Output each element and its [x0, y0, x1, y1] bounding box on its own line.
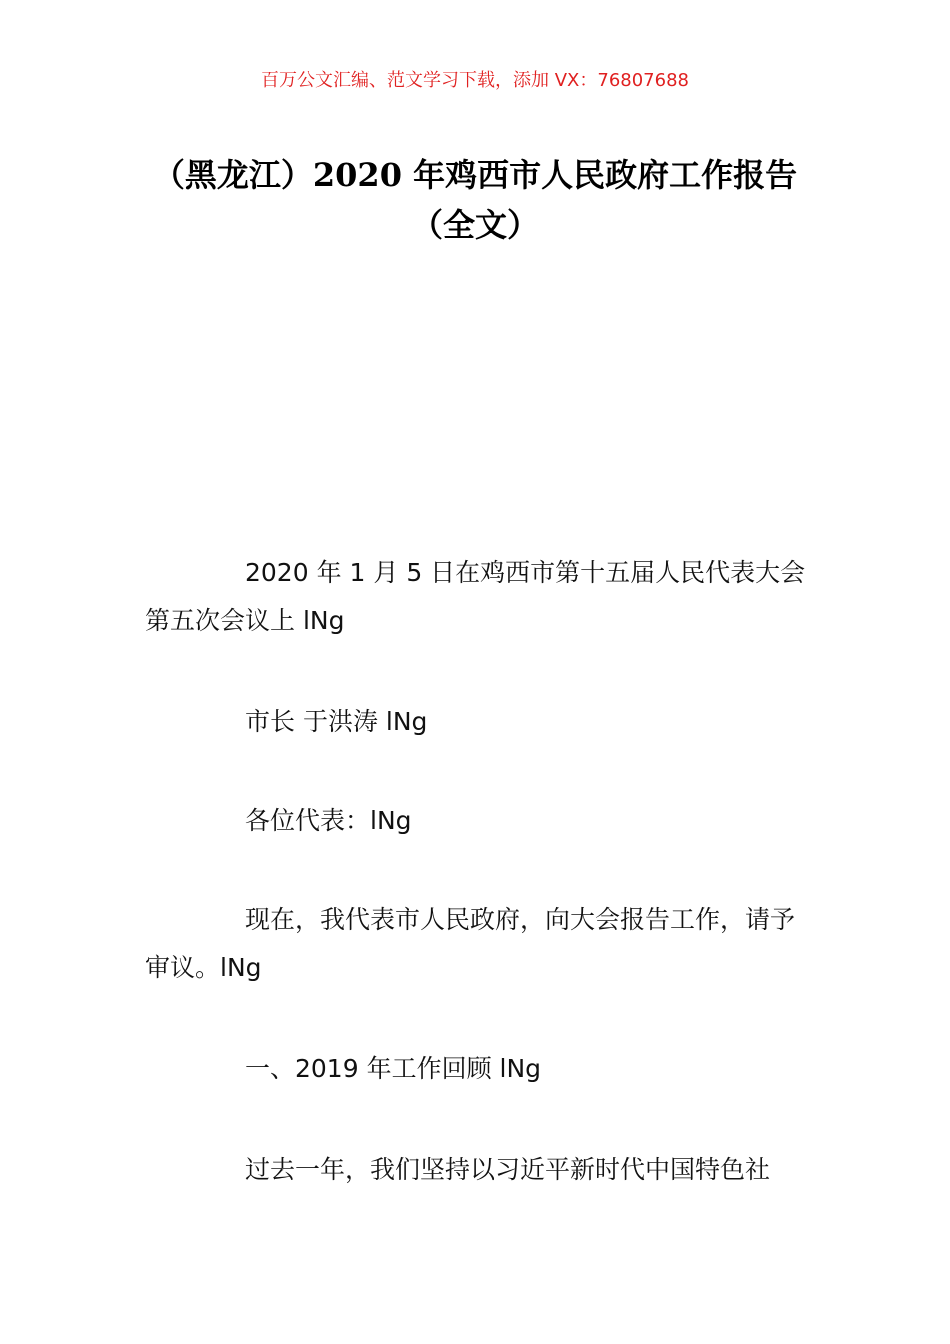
paragraph-speaker: 市长 于洪涛 lNg — [245, 707, 428, 736]
header-note: 百万公文汇编、范文学习下载，添加 VX：76807688 — [261, 70, 689, 91]
paragraph-salutation: 各位代表：lNg — [245, 806, 412, 835]
paragraph-meeting-info: 2020 年 1 月 5 日在鸡西市第十五届人民代表大会第五次会议上 lNg — [145, 558, 806, 635]
paragraph-review-intro: 过去一年，我们坚持以习近平新时代中国特色社 — [245, 1155, 771, 1184]
paragraph-opening: 现在，我代表市人民政府，向大会报告工作，请予审议。lNg — [145, 905, 796, 982]
section-heading-review: 一、2019 年工作回顾 lNg — [245, 1054, 542, 1083]
document-title: （黑龙江）2020 年鸡西市人民政府工作报告（全文） — [152, 156, 798, 244]
